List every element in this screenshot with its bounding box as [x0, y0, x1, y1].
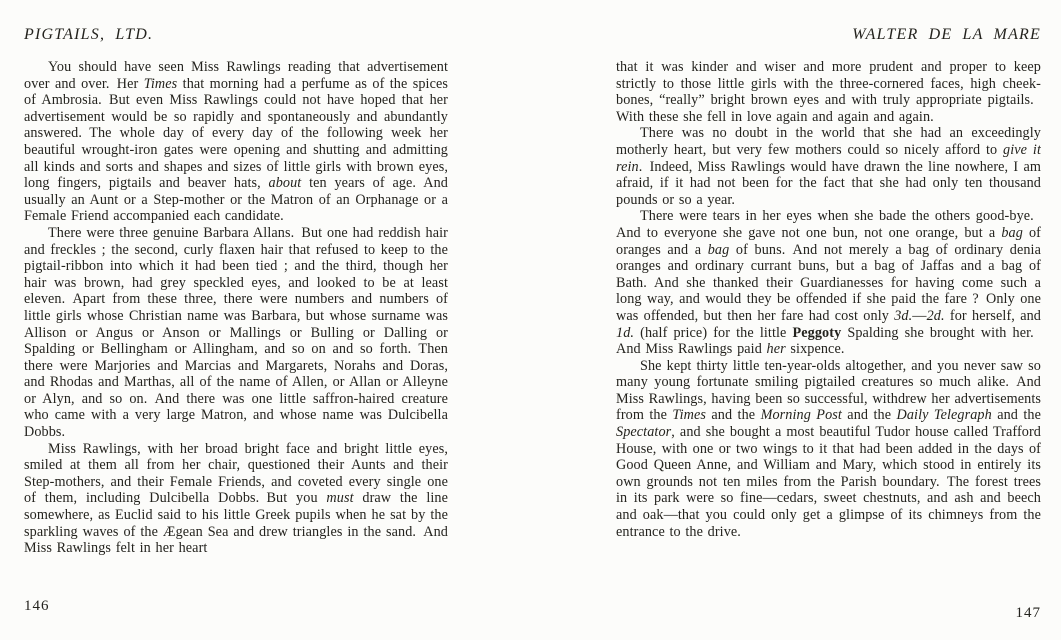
- paragraph: [24, 225, 448, 441]
- text-run: Morning Post: [760, 407, 842, 424]
- text-run: and the: [991, 407, 1041, 424]
- text-run: There were tears in her eyes when she bade the others good-bye. And to everyone she gave not one bun, not one orange, but a: [616, 208, 1041, 241]
- page-number-left: 146: [24, 598, 50, 614]
- text-run: for herself, and: [944, 307, 1041, 324]
- text-run: —: [912, 307, 927, 324]
- text-run: There was no doubt in the world that she had an exceedingly motherly heart, but very few mothers could so nicely afford to: [616, 125, 1041, 158]
- text-run: sixpence.: [785, 341, 845, 358]
- text-run: that morning had a perfume as of the spices of Ambrosia. But even Miss Rawlings could not have hoped that her advertisement would be so rapidly and spontaneously and abundantly answered. The whole day of every day of the following week her beautiful wrought-iron gates were opening and shutting and admitting all kinds and sorts and shapes and sizes of little girls with brown eyes, long fingers, pigtails and beaver hats,: [24, 75, 448, 192]
- page-right: [616, 0, 1041, 640]
- page-number-right: 147: [1015, 605, 1041, 621]
- text-run: ten years of age. And usually an Aunt or a Step-mother or the Matron of an Orphanage or a Female Friend accompanied each candidate.: [24, 175, 448, 225]
- text-run: Spectator: [616, 424, 672, 441]
- text-run: Peggoty: [792, 324, 842, 341]
- paragraph: [616, 208, 1041, 357]
- paragraph: [616, 59, 1041, 125]
- text-run: Times: [143, 75, 178, 92]
- text-run: She kept thirty little ten-year-olds altogether, and you never saw so many young fortunate smiling pigtailed creatures so much alike. And Miss Rawlings, having been so successful, withdrew her advertisements from the: [616, 357, 1041, 424]
- text-run: bag: [707, 241, 730, 258]
- running-head-left: PIGTAILS, LTD.: [24, 26, 154, 43]
- text-run: , and she bought a most beautiful Tudor house called Trafford House, with one or two wings to it that had been added in the days of Good Queen Anne, and William and Mary, which stood in entirely its own grounds not ten miles from the Parish boundary. The forest trees in its park were so fine—cedars, sweet chestnuts, and ash and beech and oak—that you could only get a glimpse of its chimneys from the entrance to the drive.: [616, 424, 1041, 540]
- text-run: You should have seen Miss Rawlings reading that advertisement over and over. Her: [24, 59, 448, 92]
- paragraph: [616, 125, 1041, 208]
- text-run: (half price) for the little: [634, 324, 793, 341]
- text-run: draw the line somewhere, as Euclid said to his little Greek pupils when he sat by the sparkling waves of the Ægean Sea and drew triangles in the sand. And Miss Rawlings felt in her heart: [24, 490, 448, 557]
- text-run: Miss Rawlings, with her broad bright face and bright little eyes, smiled at them all from her chair, questioned their Aunts and their Step-mothers, and their Female Friends, and coveted every single one of them, including Dulcibella Dobbs. But you: [24, 440, 448, 507]
- text-run: There were three genuine Barbara Allans. But one had reddish hair and freckles ; the second, curly flaxen hair that refused to keep to the pigtail-ribbon into which it had been tied ; and the third, though her hair was brown, had grey speckled eyes, and looked to be at least eleven. Apart from these three, there were numbers and numbers of little girls whose Christian name was Barbara, but whose surname was Allison or Angus or Anson or Mallings or Bulling or Dalling or Spalding or Bellingham or Allingham, and so on and so forth. Then there were Marjories and Marcias and Margarets, Norahs and Doras, and Rhodas and Marthas, all of the name of Allen, or Allan or Alleyne or Alyn, and so on. And there was one little saffron-haired creature who came with a very large Matron, and whose name was Dulcibella Dobbs.: [24, 224, 448, 441]
- text-run: Daily Telegraph: [896, 407, 992, 424]
- text-run: about: [268, 175, 302, 192]
- text-run: that it was kinder and wiser and more prudent and proper to keep strictly to those little girls with the three-cornered faces, high cheek-bones, “really” bright brown eyes and with truly appropriate pigtails. With these she fell in love again and again and again.: [616, 59, 1041, 125]
- text-run: and the: [706, 407, 761, 424]
- text-run: give it rein: [616, 141, 1041, 175]
- text-run: bag: [1001, 224, 1023, 241]
- text-run: must: [326, 490, 354, 507]
- text-run: 3d.: [894, 307, 913, 324]
- text-run: 2d.: [926, 307, 945, 324]
- text-run: of buns. And not merely a bag of ordinary denia oranges and ordinary currant buns, but a bag of Jaffas and a bag of Bath. And she thanked their Guardianesses for having come such a long way, and would they be offended if she paid the fare ? Only one was offended, but then her fare had cost only: [616, 241, 1041, 324]
- text-run: 1d.: [616, 324, 635, 341]
- text-run: . Indeed, Miss Rawlings would have drawn the line nowhere, I am afraid, if it had not been for the fact that she had only ten thousand pounds or so a year.: [616, 158, 1041, 208]
- text-run: and the: [841, 407, 897, 424]
- text-run: Times: [672, 407, 706, 424]
- paragraph: [616, 358, 1041, 541]
- text-run: her: [766, 341, 786, 358]
- page-right-body-text: [616, 59, 1041, 595]
- page-left: [24, 0, 448, 640]
- paragraph: [24, 59, 448, 225]
- paragraph: [24, 441, 448, 557]
- page-left-body-text: [24, 59, 448, 595]
- text-run: Spalding she brought with her. And Miss Rawlings paid: [616, 324, 1041, 358]
- running-head-right: WALTER DE LA MARE: [852, 26, 1041, 43]
- text-run: of oranges and a: [616, 224, 1041, 258]
